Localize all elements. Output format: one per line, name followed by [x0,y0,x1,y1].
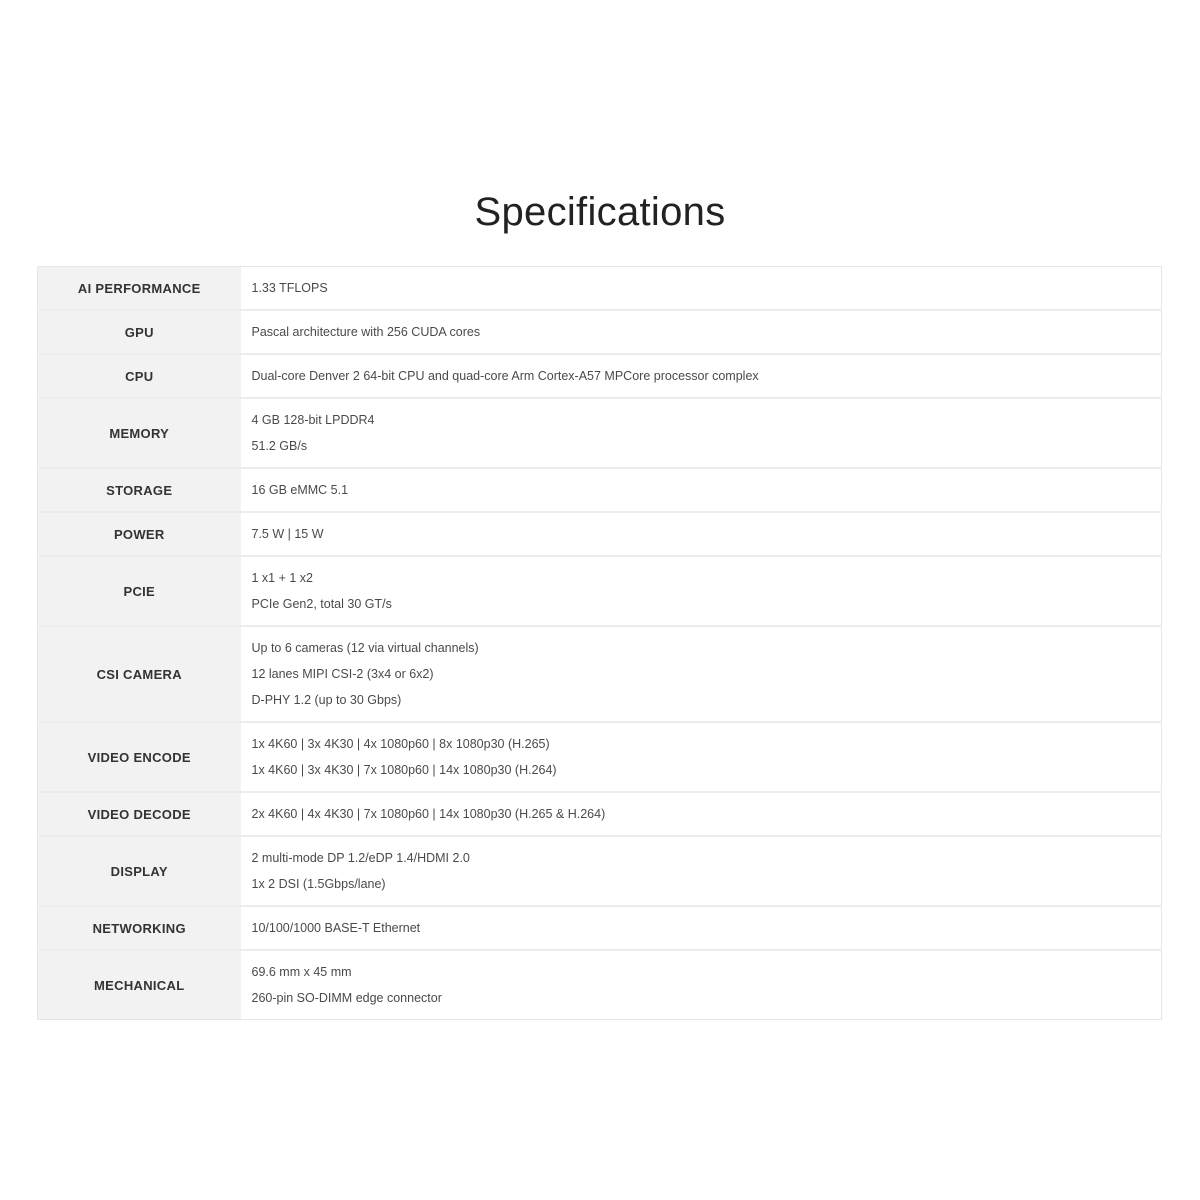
spec-row [38,267,1162,311]
spec-label: DISPLAY [38,836,241,906]
spec-value-line: Pascal architecture with 256 CUDA cores [251,325,481,339]
spec-value-lines [252,513,1162,555]
spec-row [38,626,1162,722]
spec-value-line: PCIe Gen2, total 30 GT/s [251,597,392,611]
spec-row [38,836,1162,906]
spec-value-lines [252,723,1162,791]
spec-value [241,836,1162,906]
spec-row [38,950,1162,1020]
spec-row [38,906,1162,950]
spec-row [38,792,1162,836]
spec-value-line: 1 x1 + 1 x2 [251,571,313,585]
specifications-table-body [38,267,1162,1020]
spec-value-lines [252,311,1162,353]
spec-value [241,310,1162,354]
spec-value [241,722,1162,792]
spec-row [38,512,1162,556]
spec-label: PCIE [38,556,241,626]
spec-value-lines [252,355,1162,397]
spec-value-line: 10/100/1000 BASE-T Ethernet [251,921,421,935]
spec-value-lines [252,627,1162,721]
spec-value [241,556,1162,626]
spec-value-lines [252,399,1162,467]
spec-label: STORAGE [38,468,241,512]
spec-value-lines [252,469,1162,511]
spec-label: POWER [38,512,241,556]
spec-value-line: 51.2 GB/s [251,439,308,453]
spec-row [38,722,1162,792]
spec-value-line: 1x 4K60 | 3x 4K30 | 7x 1080p60 | 14x 1080p30 (H.264) [251,763,557,777]
spec-value-line: 2 multi-mode DP 1.2/eDP 1.4/HDMI 2.0 [251,851,470,865]
spec-value-lines [252,793,1162,835]
spec-value [241,398,1162,468]
spec-value [241,626,1162,722]
spec-row [38,398,1162,468]
spec-value [241,792,1162,836]
spec-value-line: 260-pin SO-DIMM edge connector [251,991,442,1005]
spec-value-line: Dual-core Denver 2 64-bit CPU and quad-core Arm Cortex-A57 MPCore processor complex [251,369,759,383]
spec-value-lines [252,907,1162,949]
spec-value-lines [252,267,1162,309]
spec-value [241,906,1162,950]
spec-value [241,950,1162,1020]
spec-value-line: D-PHY 1.2 (up to 30 Gbps) [251,693,402,707]
spec-value-line: 4 GB 128-bit LPDDR4 [251,413,375,427]
spec-value-line: 1.33 TFLOPS [251,281,328,295]
spec-value [241,512,1162,556]
spec-label: VIDEO DECODE [38,792,241,836]
spec-value-line: 7.5 W | 15 W [251,527,324,541]
spec-label: AI PERFORMANCE [38,267,241,311]
spec-value [241,267,1162,311]
spec-label: VIDEO ENCODE [38,722,241,792]
spec-row [38,468,1162,512]
spec-value-lines [252,951,1162,1019]
spec-value [241,468,1162,512]
spec-value-lines [252,557,1162,625]
spec-value-line: Up to 6 cameras (12 via virtual channels) [251,641,479,655]
spec-row [38,354,1162,398]
spec-label: MEMORY [38,398,241,468]
spec-value-line: 1x 4K60 | 3x 4K30 | 4x 1080p60 | 8x 1080p30 (H.265) [251,737,550,751]
page-title: Specifications [474,190,726,234]
spec-value-line: 69.6 mm x 45 mm [251,965,352,979]
spec-value-line: 1x 2 DSI (1.5Gbps/lane) [251,877,386,891]
spec-value-lines [252,837,1162,905]
spec-label: CSI CAMERA [38,626,241,722]
spec-label: MECHANICAL [38,950,241,1020]
spec-value-line: 12 lanes MIPI CSI-2 (3x4 or 6x2) [251,667,434,681]
specifications-table [37,266,1162,1020]
spec-value-line: 2x 4K60 | 4x 4K30 | 7x 1080p60 | 14x 1080p30 (H.265 & H.264) [251,807,606,821]
spec-row [38,556,1162,626]
spec-label: NETWORKING [38,906,241,950]
spec-value [241,354,1162,398]
spec-row [38,310,1162,354]
spec-label: CPU [38,354,241,398]
spec-value-line: 16 GB eMMC 5.1 [251,483,349,497]
spec-label: GPU [38,310,241,354]
